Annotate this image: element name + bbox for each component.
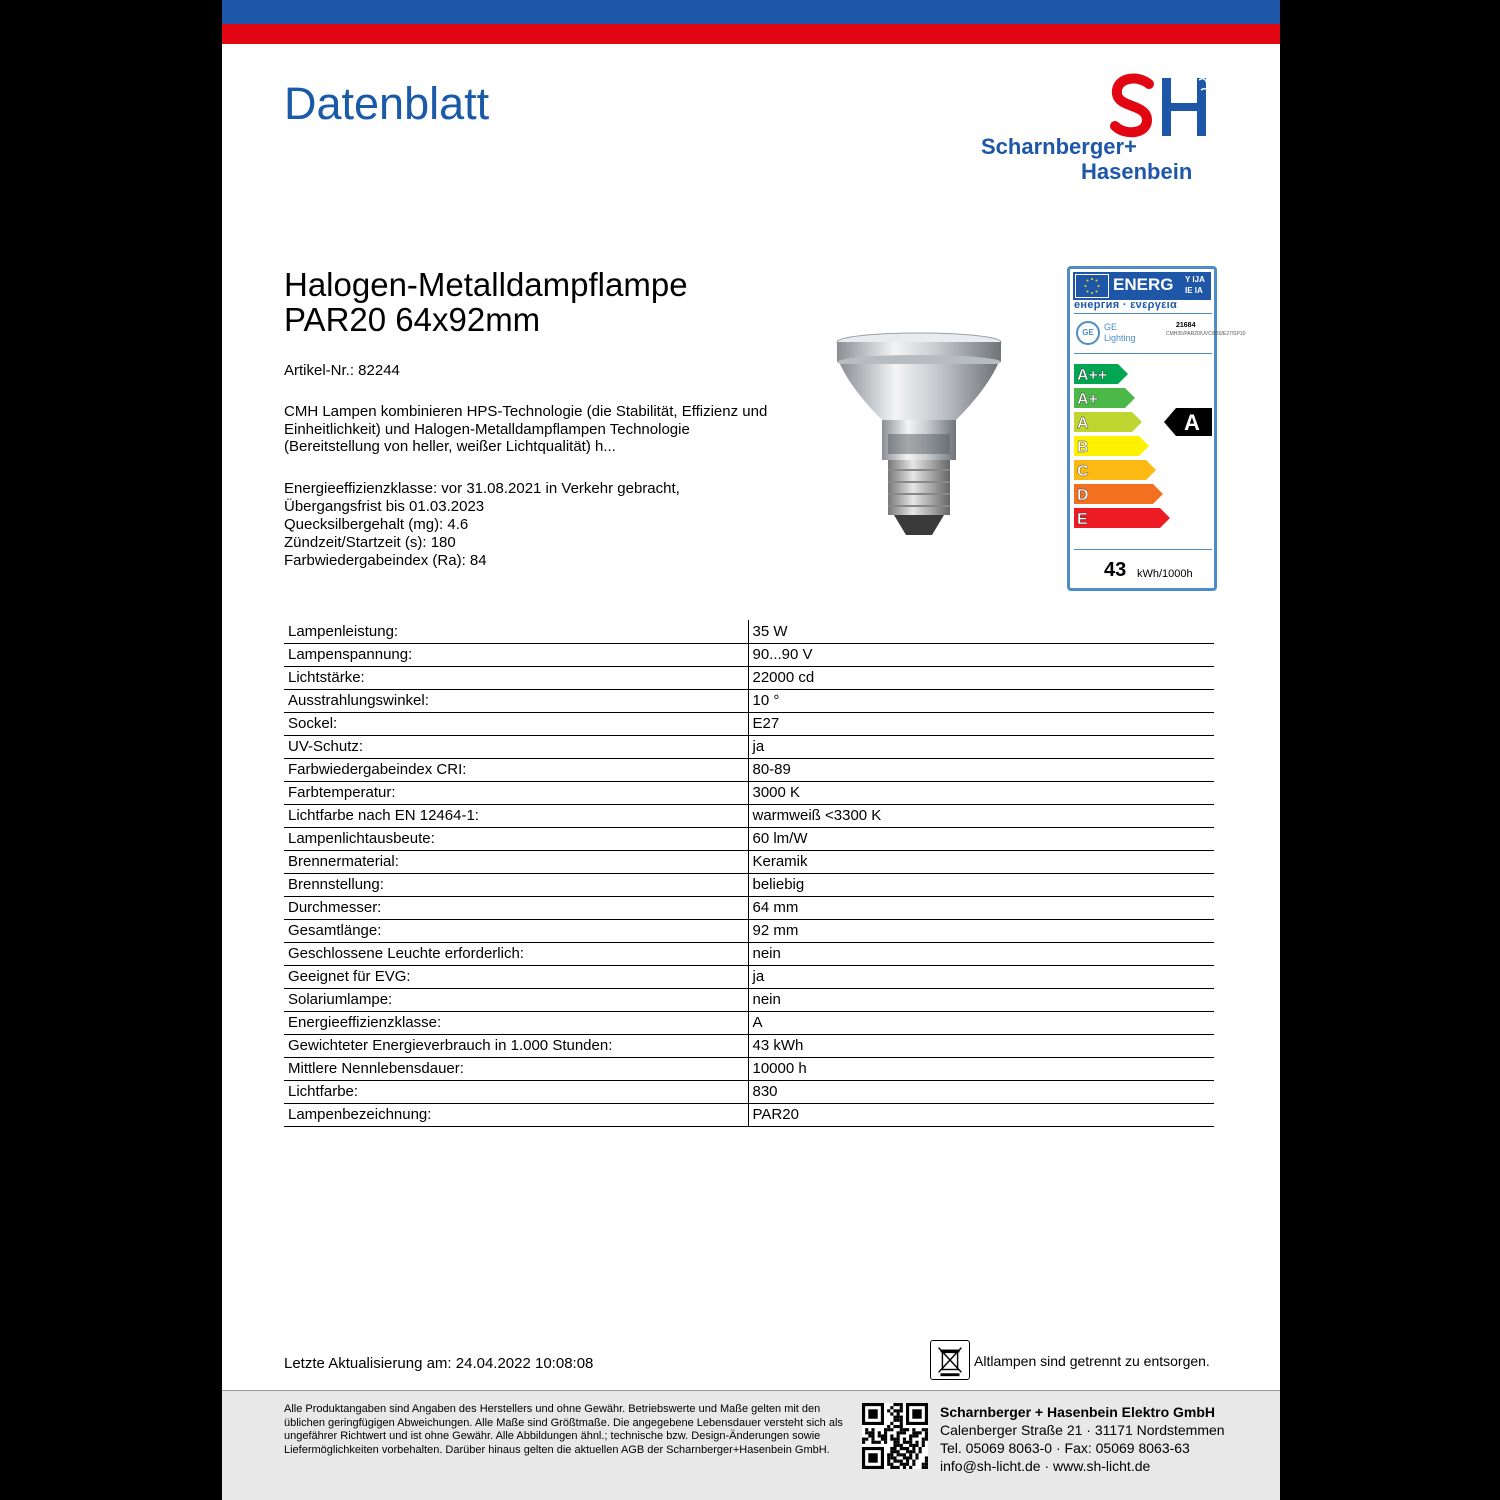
spec-row [284,873,1214,896]
product-facts [284,480,680,570]
energy-brand-line1: GE [1104,322,1118,332]
company-phone: Tel. 05069 8063-0 · Fax: 05069 8063-63 [940,1440,1190,1456]
spec-key: Mittlere Nennlebensdauer: [284,1057,748,1080]
spec-row [284,827,1214,850]
spec-value: 60 lm/W [748,827,1214,850]
fact-line: Übergangsfrist bis 01.03.2023 [284,498,485,515]
spec-value: 64 mm [748,896,1214,919]
product-title [284,267,688,337]
spec-row [284,689,1214,712]
header-band-blue [222,0,1280,24]
spec-row [284,781,1214,804]
energy-consumption-value: 43 [1104,559,1127,581]
spec-row [284,1057,1214,1080]
company-logo [977,62,1222,187]
spec-key: Lichtfarbe: [284,1080,748,1103]
company-info [940,1403,1225,1475]
spec-value: ja [748,735,1214,758]
spec-value: 10 ° [748,689,1214,712]
spec-row [284,735,1214,758]
specification-table [284,620,1214,1127]
energy-rating-label: A [1184,410,1200,435]
energy-label [1067,266,1246,591]
spec-row [284,896,1214,919]
spec-value: 90...90 V [748,643,1214,666]
lamp-product-image [832,330,1007,545]
spec-row [284,758,1214,781]
qr-code-icon [862,1403,928,1469]
spec-key: Brennstellung: [284,873,748,896]
spec-row [284,620,1214,643]
spec-row [284,643,1214,666]
disposal-note: Altlampen sind getrennt zu entsorgen. [974,1353,1210,1369]
document-title: Datenblatt [284,78,490,129]
fact-line: Energieeffizienzklasse: vor 31.08.2021 in Verkehr gebracht, [284,480,680,497]
logo-brand-line1: Scharnberger+ [981,134,1137,159]
energy-model-sub: CMH35/PAR20/UVC/830/E27/SP10 [1166,331,1246,337]
datasheet-page [222,0,1280,1500]
spec-row [284,1034,1214,1057]
spec-row [284,850,1214,873]
spec-row [284,988,1214,1011]
spec-row [284,919,1214,942]
divider [1074,353,1212,354]
energy-heading-suffix-1: Y IJA [1185,275,1205,284]
logo-brand-line2: Hasenbein [1081,159,1193,184]
spec-value: nein [748,988,1214,1011]
spec-value: A [748,1011,1214,1034]
article-number: Artikel-Nr.: 82244 [284,362,400,379]
company-web[interactable]: info@sh-licht.de · www.sh-licht.de [940,1458,1151,1474]
spec-key: Lichtfarbe nach EN 12464-1: [284,804,748,827]
spec-value: 92 mm [748,919,1214,942]
footer [222,1390,1280,1500]
spec-key: Sockel: [284,712,748,735]
spec-key: Energieeffizienzklasse: [284,1011,748,1034]
spec-key: Lampenleistung: [284,620,748,643]
header-band-red [222,24,1280,44]
spec-value: warmweiß <3300 K [748,804,1214,827]
divider [1074,549,1212,550]
energy-subheading: енергия · ενεργεια [1074,299,1178,311]
spec-key: Durchmesser: [284,896,748,919]
spec-row [284,1103,1214,1126]
fact-line: Quecksilbergehalt (mg): 4.6 [284,516,469,533]
product-description: CMH Lampen kombinieren HPS-Technologie (die Stabilität, Effizienz und Einheitlichkeit) und Halogen-Metalldampflampen Technologie (Bereitstellung von heller, weißer Lichtqualität) h... [284,403,768,455]
energy-class-label: E [1077,511,1088,528]
spec-key: Solariumlampe: [284,988,748,1011]
energy-heading-suffix-2: IE IA [1185,286,1203,295]
fact-line: Zündzeit/Startzeit (s): 180 [284,534,456,551]
product-title-line1: Halogen-Metalldampflampe [284,266,688,303]
spec-value: 830 [748,1080,1214,1103]
spec-key: Lampenspannung: [284,643,748,666]
spec-value: 3000 K [748,781,1214,804]
energy-class-label: A++ [1077,367,1108,384]
energy-brand [1104,322,1136,344]
spec-key: Lichtstärke: [284,666,748,689]
spec-row [284,804,1214,827]
eu-flag-icon [1075,274,1109,298]
spec-value: Keramik [748,850,1214,873]
spec-value: 22000 cd [748,666,1214,689]
energy-model-code: 21684 [1176,322,1196,329]
product-title-line2: PAR20 64x92mm [284,301,541,338]
spec-value: beliebig [748,873,1214,896]
spec-row [284,1080,1214,1103]
spec-value: 80-89 [748,758,1214,781]
spec-key: Farbwiedergabeindex CRI: [284,758,748,781]
energy-class-scale [1074,364,1214,539]
energy-class-label: A [1077,415,1089,432]
energy-consumption-unit: kWh/1000h [1137,568,1193,580]
spec-key: Lampenbezeichnung: [284,1103,748,1126]
energy-class-label: B [1077,439,1089,456]
energy-class-label: C [1077,463,1089,480]
spec-row [284,1011,1214,1034]
last-updated: Letzte Aktualisierung am: 24.04.2022 10:08:08 [284,1355,594,1372]
spec-value: 10000 h [748,1057,1214,1080]
spec-key: Ausstrahlungswinkel: [284,689,748,712]
divider [1074,313,1212,314]
crossed-bin-icon [930,1340,970,1380]
spec-key: Geschlossene Leuchte erforderlich: [284,942,748,965]
spec-key: UV-Schutz: [284,735,748,758]
spec-value: nein [748,942,1214,965]
spec-value: 43 kWh [748,1034,1214,1057]
spec-key: Lampenlichtausbeute: [284,827,748,850]
spec-value: ja [748,965,1214,988]
spec-value: 35 W [748,620,1214,643]
company-name: Scharnberger + Hasenbein Elektro GmbH [940,1404,1216,1420]
energy-brand-line2: Lighting [1104,333,1136,343]
spec-row [284,666,1214,689]
spec-key: Gewichteter Energieverbrauch in 1.000 Stunden: [284,1034,748,1057]
company-address: Calenberger Straße 21 · 31171 Nordstemmen [940,1422,1225,1438]
spec-row [284,712,1214,735]
energy-label-header [1073,272,1211,300]
spec-value: E27 [748,712,1214,735]
spec-row [284,942,1214,965]
energy-heading: ENERG [1113,275,1174,294]
energy-class-arrow [1074,508,1170,528]
energy-heading-suffix [1185,274,1205,296]
spec-key: Brennermaterial: [284,850,748,873]
spec-row [284,965,1214,988]
legal-disclaimer: Alle Produktangaben sind Angaben des Herstellers und ohne Gewähr. Betriebswerte und Maße gelten mit den üblichen geringfügigen Abweichungen. Alle Maße sind Größtmaße. Die angegebene Lebensdauer versteht sich als ungefährer Richtwert und ist ohne Gewähr. Alle Abbildungen ähnl.; technische bzw. Design-Änderungen sowie Liefermöglichkeiten vorbehalten. Darüber hinaus gelten die aktuellen AGB der Scharnberger+Hasenbein GmbH. [284,1403,843,1456]
energy-class-label: D [1077,487,1089,504]
spec-key: Gesamtlänge: [284,919,748,942]
energy-class-label: A+ [1077,391,1098,408]
spec-key: Farbtemperatur: [284,781,748,804]
fact-line: Farbwiedergabeindex (Ra): 84 [284,552,487,569]
spec-key: Geeignet für EVG: [284,965,748,988]
spec-value: PAR20 [748,1103,1214,1126]
ge-logo-icon: GE [1076,321,1100,345]
